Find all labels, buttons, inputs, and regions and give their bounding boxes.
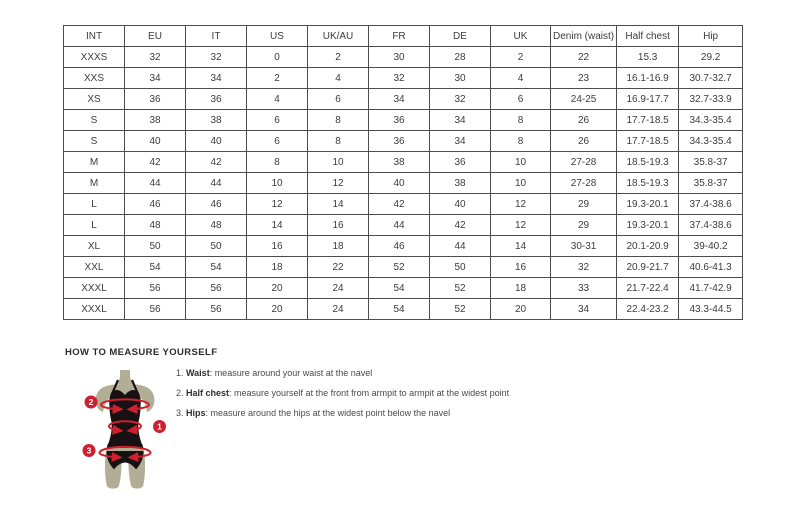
table-cell: 39-40.2 (679, 236, 743, 257)
table-cell: 17.7-18.5 (617, 110, 679, 131)
column-header: US (247, 26, 308, 47)
table-cell: 21.7-22.4 (617, 278, 679, 299)
size-table-header (64, 26, 743, 47)
table-cell: 18.5-19.3 (617, 173, 679, 194)
table-cell: 41.7-42.9 (679, 278, 743, 299)
column-header: INT (64, 26, 125, 47)
table-cell: 26 (551, 131, 617, 152)
table-row (64, 68, 743, 89)
step-text: : measure yourself at the front from armpit to armpit at the widest point (229, 388, 510, 399)
table-cell: S (64, 110, 125, 131)
table-cell: 46 (186, 194, 247, 215)
table-cell: 40.6-41.3 (679, 257, 743, 278)
step-label: Half chest (186, 388, 230, 399)
table-cell: 4 (491, 68, 551, 89)
table-cell: XS (64, 89, 125, 110)
table-cell: 36 (125, 89, 186, 110)
table-cell: 34 (186, 68, 247, 89)
table-cell: 34 (551, 299, 617, 320)
table-cell: 27-28 (551, 152, 617, 173)
table-cell: XXXS (64, 47, 125, 68)
table-cell: XXXL (64, 278, 125, 299)
table-cell: 46 (125, 194, 186, 215)
table-cell: 30-31 (551, 236, 617, 257)
column-header: Half chest (617, 26, 679, 47)
table-cell: 54 (369, 299, 430, 320)
table-cell: 8 (491, 131, 551, 152)
step-text: : measure around the hips at the widest point below the navel (205, 408, 451, 419)
badge-hips (83, 444, 96, 457)
table-cell: 34.3-35.4 (679, 110, 743, 131)
table-cell: 36 (369, 131, 430, 152)
table-cell: XXL (64, 257, 125, 278)
table-cell: L (64, 215, 125, 236)
table-cell: 44 (125, 173, 186, 194)
column-header: Denim (waist) (551, 26, 617, 47)
table-cell: 56 (186, 278, 247, 299)
table-cell: 38 (369, 152, 430, 173)
table-cell: 50 (186, 236, 247, 257)
table-cell: 29 (551, 194, 617, 215)
column-header: FR (369, 26, 430, 47)
measure-section-title: HOW TO MEASURE YOURSELF (65, 347, 218, 358)
table-cell: 40 (186, 131, 247, 152)
table-cell: 32 (551, 257, 617, 278)
table-cell: 52 (430, 299, 491, 320)
table-header-row (64, 26, 743, 47)
table-cell: 44 (430, 236, 491, 257)
table-row (64, 278, 743, 299)
measure-step (176, 407, 509, 420)
table-row (64, 194, 743, 215)
size-table-body (64, 47, 743, 320)
table-cell: 32 (125, 47, 186, 68)
table-cell: 18 (491, 278, 551, 299)
table-row (64, 110, 743, 131)
table-row (64, 236, 743, 257)
table-cell: M (64, 152, 125, 173)
table-cell: 48 (186, 215, 247, 236)
table-cell: 0 (247, 47, 308, 68)
table-cell: 36 (369, 110, 430, 131)
table-cell: 42 (186, 152, 247, 173)
table-cell: 30 (430, 68, 491, 89)
svg-text:3: 3 (86, 445, 92, 456)
table-cell: 42 (430, 215, 491, 236)
table-cell: 8 (308, 110, 369, 131)
badge-waist (153, 420, 166, 433)
table-cell: 54 (369, 278, 430, 299)
table-cell: 34.3-35.4 (679, 131, 743, 152)
table-cell: 42 (369, 194, 430, 215)
table-cell: 42 (125, 152, 186, 173)
table-cell: 50 (125, 236, 186, 257)
table-cell: 19.3-20.1 (617, 215, 679, 236)
table-cell: 46 (369, 236, 430, 257)
table-cell: 10 (308, 152, 369, 173)
table-cell: 6 (247, 131, 308, 152)
table-cell: 54 (125, 257, 186, 278)
column-header: UK/AU (308, 26, 369, 47)
measure-step (176, 387, 509, 400)
table-cell: 30.7-32.7 (679, 68, 743, 89)
table-cell: 32.7-33.9 (679, 89, 743, 110)
table-cell: 36 (430, 152, 491, 173)
table-cell: 2 (308, 47, 369, 68)
table-cell: 12 (247, 194, 308, 215)
badge-chest (85, 396, 98, 409)
table-cell: 18 (308, 236, 369, 257)
table-cell: 24 (308, 278, 369, 299)
table-cell: 27-28 (551, 173, 617, 194)
table-cell: 22 (551, 47, 617, 68)
table-cell: 24-25 (551, 89, 617, 110)
column-header: Hip (679, 26, 743, 47)
table-cell: 22 (308, 257, 369, 278)
table-cell: 23 (551, 68, 617, 89)
table-cell: 2 (491, 47, 551, 68)
table-cell: 20 (247, 278, 308, 299)
table-cell: 16.1-16.9 (617, 68, 679, 89)
table-cell: 34 (125, 68, 186, 89)
table-cell: 32 (369, 68, 430, 89)
table-cell: 20.1-20.9 (617, 236, 679, 257)
table-cell: 35.8-37 (679, 173, 743, 194)
table-cell: 54 (186, 257, 247, 278)
table-cell: 16.9-17.7 (617, 89, 679, 110)
table-cell: 44 (186, 173, 247, 194)
table-cell: 6 (491, 89, 551, 110)
table-cell: 48 (125, 215, 186, 236)
table-cell: 19.3-20.1 (617, 194, 679, 215)
table-cell: 8 (247, 152, 308, 173)
table-cell: 16 (308, 215, 369, 236)
table-cell: 4 (247, 89, 308, 110)
column-header: EU (125, 26, 186, 47)
step-number: 3. (176, 408, 187, 419)
table-cell: 10 (247, 173, 308, 194)
table-row (64, 215, 743, 236)
table-cell: 40 (125, 131, 186, 152)
table-cell: 17.7-18.5 (617, 131, 679, 152)
table-cell: 34 (430, 131, 491, 152)
table-row (64, 47, 743, 68)
table-cell: 33 (551, 278, 617, 299)
table-cell: 20.9-21.7 (617, 257, 679, 278)
table-cell: 6 (308, 89, 369, 110)
table-cell: 34 (430, 110, 491, 131)
table-cell: 37.4-38.6 (679, 194, 743, 215)
table-cell: 29 (551, 215, 617, 236)
table-cell: 8 (491, 110, 551, 131)
table-cell: 20 (247, 299, 308, 320)
step-number: 2. (176, 388, 187, 399)
table-cell: 10 (491, 173, 551, 194)
table-cell: 29.2 (679, 47, 743, 68)
table-cell: 22.4-23.2 (617, 299, 679, 320)
table-cell: 50 (430, 257, 491, 278)
table-row (64, 131, 743, 152)
step-label: Hips (186, 408, 206, 419)
table-cell: 14 (247, 215, 308, 236)
step-label: Waist (186, 368, 210, 378)
table-row (64, 89, 743, 110)
table-cell: 38 (125, 110, 186, 131)
table-cell: 2 (247, 68, 308, 89)
table-cell: XL (64, 236, 125, 257)
table-cell: 38 (186, 110, 247, 131)
table-cell: 36 (186, 89, 247, 110)
table-cell: 43.3-44.5 (679, 299, 743, 320)
table-cell: 16 (491, 257, 551, 278)
column-header: UK (491, 26, 551, 47)
table-cell: XXXL (64, 299, 125, 320)
measurement-figure (75, 360, 175, 493)
table-cell: 35.8-37 (679, 152, 743, 173)
table-cell: 16 (247, 236, 308, 257)
table-cell: 20 (491, 299, 551, 320)
table-cell: M (64, 173, 125, 194)
table-cell: 6 (247, 110, 308, 131)
table-cell: 34 (369, 89, 430, 110)
table-cell: 8 (308, 131, 369, 152)
mannequin-illustration-svg (75, 360, 175, 493)
step-text: : measure around your waist at the navel (209, 368, 373, 378)
table-cell: 26 (551, 110, 617, 131)
table-row (64, 152, 743, 173)
table-cell: 30 (369, 47, 430, 68)
table-cell: 18.5-19.3 (617, 152, 679, 173)
table-cell: 37.4-38.6 (679, 215, 743, 236)
table-cell: 38 (430, 173, 491, 194)
measure-instructions (176, 367, 509, 420)
step-number: 1. (176, 368, 187, 378)
column-header: IT (186, 26, 247, 47)
column-header: DE (430, 26, 491, 47)
svg-text:2: 2 (88, 397, 94, 407)
table-cell: 56 (125, 299, 186, 320)
table-cell: 52 (430, 278, 491, 299)
svg-text:1: 1 (157, 421, 162, 432)
table-cell: 32 (430, 89, 491, 110)
table-cell: 52 (369, 257, 430, 278)
table-cell: L (64, 194, 125, 215)
table-cell: 24 (308, 299, 369, 320)
table-cell: 12 (491, 215, 551, 236)
table-row (64, 257, 743, 278)
measure-step (176, 367, 509, 380)
table-cell: 14 (308, 194, 369, 215)
table-cell: 12 (308, 173, 369, 194)
size-table (63, 25, 743, 320)
table-cell: 56 (186, 299, 247, 320)
table-cell: 18 (247, 257, 308, 278)
table-cell: 40 (369, 173, 430, 194)
table-cell: S (64, 131, 125, 152)
table-cell: 10 (491, 152, 551, 173)
table-cell: XXS (64, 68, 125, 89)
table-row (64, 299, 743, 320)
table-cell: 12 (491, 194, 551, 215)
table-cell: 56 (125, 278, 186, 299)
table-cell: 14 (491, 236, 551, 257)
table-cell: 4 (308, 68, 369, 89)
table-cell: 32 (186, 47, 247, 68)
table-cell: 40 (430, 194, 491, 215)
table-cell: 15.3 (617, 47, 679, 68)
table-cell: 44 (369, 215, 430, 236)
table-cell: 28 (430, 47, 491, 68)
table-row (64, 173, 743, 194)
